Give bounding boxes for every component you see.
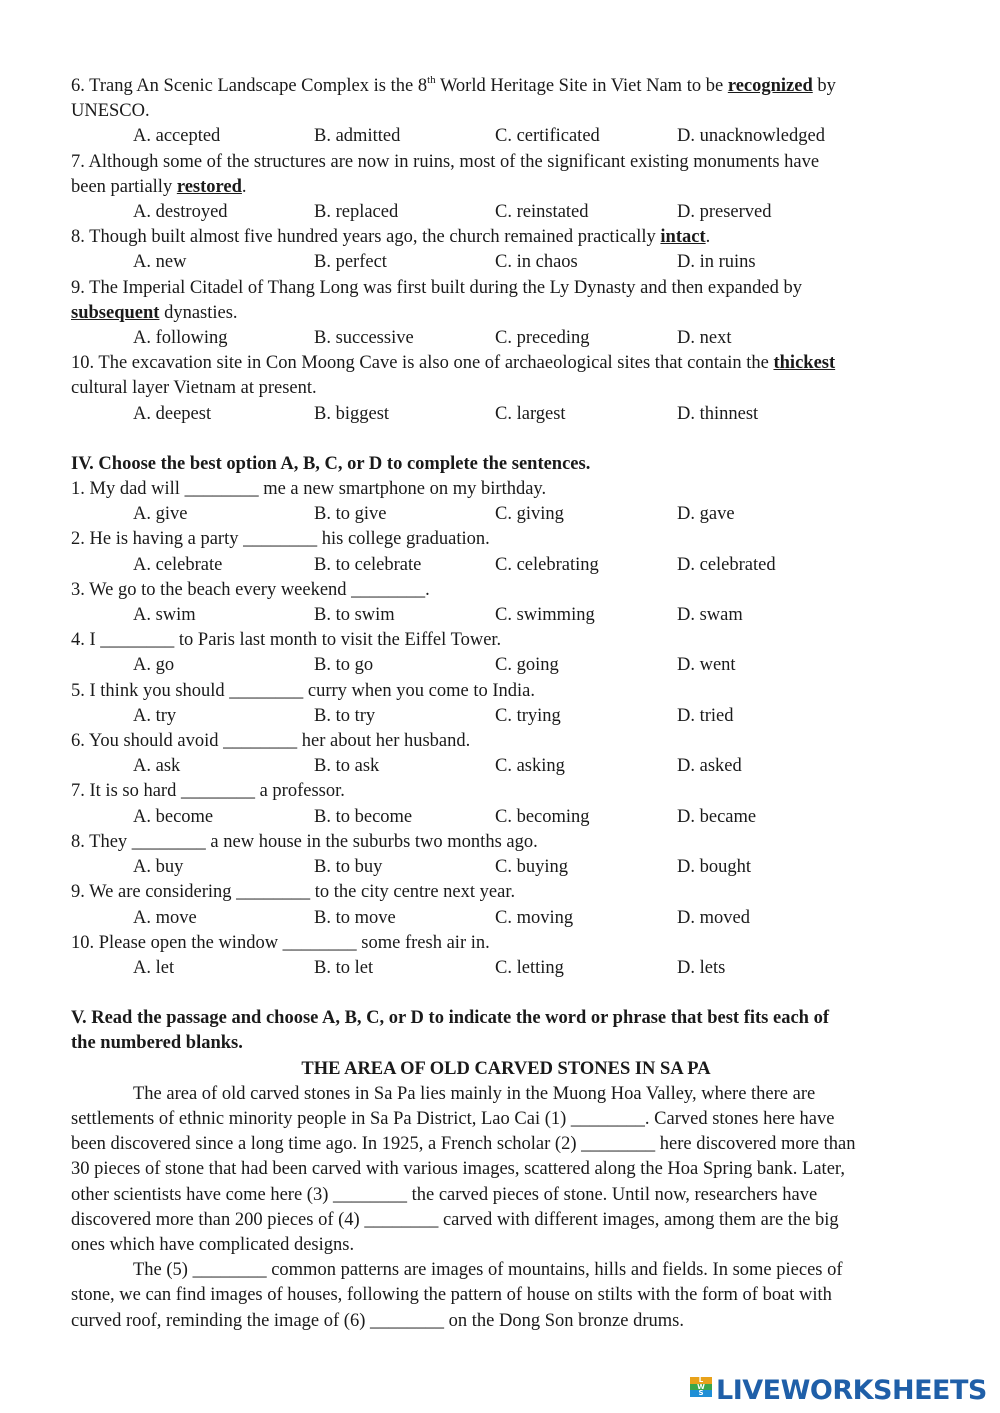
option-d[interactable]: D. became: [677, 806, 757, 827]
liveworksheets-logo: [690, 1370, 987, 1410]
option-b[interactable]: B. to let: [314, 957, 374, 978]
option-b[interactable]: B. to buy: [314, 857, 383, 878]
question-text: 10. Please open the window ________ some fresh air in.: [71, 932, 490, 953]
option-c[interactable]: C. celebrating: [495, 554, 599, 575]
passage-line: been discovered since a long time ago. In 1925, a French scholar (2) ________ here discovered more than: [71, 1134, 856, 1155]
option-a[interactable]: A. let: [133, 957, 175, 978]
option-c[interactable]: C. largest: [495, 403, 566, 424]
options-row: [71, 402, 941, 427]
option-b[interactable]: B. to give: [314, 504, 387, 525]
option-c[interactable]: C. going: [495, 655, 559, 676]
question-text: 9. We are considering ________ to the city centre next year.: [71, 882, 516, 903]
passage-line: stone, we can find images of houses, following the pattern of house on stilts with the form of boat with: [71, 1285, 832, 1306]
question-text: 2. He is having a party ________ his college graduation.: [71, 529, 490, 550]
option-a[interactable]: A. try: [133, 705, 177, 726]
option-d[interactable]: D. next: [677, 328, 732, 349]
option-a[interactable]: A. destroyed: [133, 202, 228, 223]
question-text: 9. The Imperial Citadel of Thang Long was first built during the Ly Dynasty and then expanded by: [71, 277, 802, 298]
options-row: [71, 855, 941, 880]
option-a[interactable]: A. give: [133, 504, 188, 525]
question-4-4: [71, 628, 941, 678]
passage-line: discovered more than 200 pieces of (4) ________ carved with different images, among them are the big: [71, 1209, 839, 1230]
passage-line: The (5) ________ common patterns are images of mountains, hills and fields. In some pieces of: [133, 1260, 843, 1281]
question-text: 7. It is so hard ________ a professor.: [71, 781, 345, 802]
question-text: .: [241, 176, 247, 197]
spacer: [71, 981, 941, 1006]
question-text: 7. Although some of the structures are now in ruins, most of the significant existing monuments have: [71, 151, 820, 172]
option-b[interactable]: B. to move: [314, 907, 396, 928]
question-3-6: [71, 74, 941, 150]
section-4-heading: IV. Choose the best option A, B, C, or D to complete the sentences.: [71, 453, 591, 474]
question-text: 1. My dad will ________ me a new smartphone on my birthday.: [71, 479, 547, 500]
question-text: .: [705, 227, 711, 248]
option-d[interactable]: D. unacknowledged: [677, 126, 825, 147]
option-d[interactable]: D. asked: [677, 756, 742, 777]
option-c[interactable]: C. giving: [495, 504, 564, 525]
option-d[interactable]: D. bought: [677, 857, 751, 878]
options-row: [71, 603, 941, 628]
question-4-6: [71, 729, 941, 779]
passage-line: curved roof, reminding the image of (6) ________ on the Dong Son bronze drums.: [71, 1310, 684, 1331]
question-4-8: [71, 830, 941, 880]
option-a[interactable]: A. new: [133, 252, 187, 273]
passage-line: 30 pieces of stone that had been carved with various images, scattered along the Hoa Spring bank. Later,: [71, 1159, 845, 1180]
option-d[interactable]: D. celebrated: [677, 554, 776, 575]
option-a[interactable]: A. become: [133, 806, 214, 827]
question-4-10: [71, 931, 941, 981]
keyword: subsequent: [71, 302, 160, 323]
options-row: [71, 502, 941, 527]
question-text: 5. I think you should ________ curry when you come to India.: [71, 680, 535, 701]
option-c[interactable]: C. moving: [495, 907, 574, 928]
question-text: 4. I ________ to Paris last month to visit the Eiffel Tower.: [71, 630, 502, 651]
question-text: 3. We go to the beach every weekend ________.: [71, 579, 430, 600]
question-text: 10. The excavation site in Con Moong Cave is also one of archaeological sites that contain the: [71, 353, 774, 374]
option-d[interactable]: D. moved: [677, 907, 750, 928]
question-4-1: [71, 477, 941, 527]
question-text: by: [812, 76, 836, 96]
option-d[interactable]: D. went: [677, 655, 736, 676]
option-c[interactable]: C. swimming: [495, 605, 595, 626]
options-row: [71, 956, 941, 981]
options-row: [71, 200, 941, 225]
question-4-9: [71, 880, 941, 930]
option-a[interactable]: A. accepted: [133, 126, 221, 147]
passage-line: ones which have complicated designs.: [71, 1234, 355, 1255]
options-row: [71, 754, 941, 779]
option-d[interactable]: D. tried: [677, 705, 734, 726]
question-text: dynasties.: [159, 302, 238, 323]
section-4-questions: [71, 477, 941, 981]
question-3-7: [71, 150, 941, 226]
option-c[interactable]: C. asking: [495, 756, 565, 777]
question-4-7: [71, 779, 941, 829]
options-row: [71, 653, 941, 678]
passage-paragraph-2: [71, 1258, 941, 1334]
question-text: cultural layer Vietnam at present.: [71, 378, 317, 399]
passage-line: settlements of ethnic minority people in Sa Pa District, Lao Cai (1) ________. Carved stones here have: [71, 1108, 835, 1129]
question-4-3: [71, 578, 941, 628]
option-a[interactable]: A. deepest: [133, 403, 212, 424]
keyword: recognized: [727, 76, 813, 96]
question-text: 8. Though built almost five hundred years ago, the church remained practically: [71, 227, 661, 248]
options-row: [71, 326, 941, 351]
question-text: been partially: [71, 176, 177, 197]
option-b[interactable]: B. to swim: [314, 605, 395, 626]
option-b[interactable]: B. successive: [314, 328, 414, 349]
question-text: UNESCO.: [71, 101, 150, 122]
option-a[interactable]: A. ask: [133, 756, 181, 777]
option-b[interactable]: B. replaced: [314, 202, 399, 223]
worksheet-page: [71, 74, 941, 1334]
option-d[interactable]: D. swam: [677, 605, 743, 626]
option-a[interactable]: A. following: [133, 328, 228, 349]
option-b[interactable]: B. to celebrate: [314, 554, 422, 575]
keyword: thickest: [773, 353, 836, 374]
question-text: 6. You should avoid ________ her about her husband.: [71, 731, 471, 752]
option-b[interactable]: B. to ask: [314, 756, 380, 777]
option-d[interactable]: D. lets: [677, 957, 726, 978]
keyword: restored: [176, 176, 242, 197]
option-c[interactable]: C. certificated: [495, 126, 600, 147]
options-row: [71, 906, 941, 931]
question-4-2: [71, 527, 941, 577]
passage-title: THE AREA OF OLD CARVED STONES IN SA PA: [301, 1058, 711, 1079]
logo-mark-icon: L W S: [690, 1377, 712, 1403]
superscript: th: [427, 73, 436, 86]
option-d[interactable]: D. preserved: [677, 202, 772, 223]
options-row: [71, 704, 941, 729]
option-a[interactable]: A. buy: [133, 857, 184, 878]
section-5-heading-cont: the numbered blanks.: [71, 1033, 243, 1054]
options-row: [71, 805, 941, 830]
section-5-heading: V. Read the passage and choose A, B, C, or D to indicate the word or phrase that best fits each of: [71, 1008, 829, 1029]
question-text: World Heritage Site in Viet Nam to be: [435, 76, 728, 96]
option-a[interactable]: A. celebrate: [133, 554, 223, 575]
options-row: [71, 250, 941, 275]
option-c[interactable]: C. trying: [495, 705, 561, 726]
option-c[interactable]: C. preceding: [495, 328, 590, 349]
option-d[interactable]: D. in ruins: [677, 252, 756, 273]
option-d[interactable]: D. thinnest: [677, 403, 759, 424]
option-c[interactable]: C. in chaos: [495, 252, 578, 273]
question-4-5: [71, 679, 941, 729]
option-b[interactable]: B. admitted: [314, 126, 401, 147]
passage-paragraph-1: [71, 1082, 941, 1258]
option-c[interactable]: C. becoming: [495, 806, 590, 827]
logo-text: LIVEWORKSHEETS: [716, 1374, 987, 1406]
option-a[interactable]: A. go: [133, 655, 175, 676]
option-c[interactable]: C. reinstated: [495, 202, 589, 223]
question-3-8: [71, 225, 941, 275]
option-d[interactable]: D. gave: [677, 504, 735, 525]
passage-line: The area of old carved stones in Sa Pa lies mainly in the Muong Hoa Valley, where there are: [133, 1083, 816, 1104]
option-b[interactable]: B. to go: [314, 655, 374, 676]
options-row: [71, 124, 941, 149]
option-a[interactable]: A. swim: [133, 605, 196, 626]
question-3-10: [71, 351, 941, 427]
options-row: [71, 553, 941, 578]
option-b[interactable]: B. to become: [314, 806, 413, 827]
passage-line: other scientists have come here (3) ________ the carved pieces of stone. Until now, researchers have: [71, 1184, 818, 1205]
question-3-9: [71, 276, 941, 352]
question-text: 6. Trang An Scenic Landscape Complex is the 8: [71, 76, 428, 96]
keyword: intact: [660, 227, 706, 248]
option-c[interactable]: C. letting: [495, 957, 564, 978]
option-c[interactable]: C. buying: [495, 857, 568, 878]
spacer: [71, 427, 941, 452]
option-b[interactable]: B. to try: [314, 705, 376, 726]
option-b[interactable]: B. perfect: [314, 252, 387, 273]
question-text: 8. They ________ a new house in the suburbs two months ago.: [71, 831, 538, 852]
option-a[interactable]: A. move: [133, 907, 197, 928]
option-b[interactable]: B. biggest: [314, 403, 390, 424]
